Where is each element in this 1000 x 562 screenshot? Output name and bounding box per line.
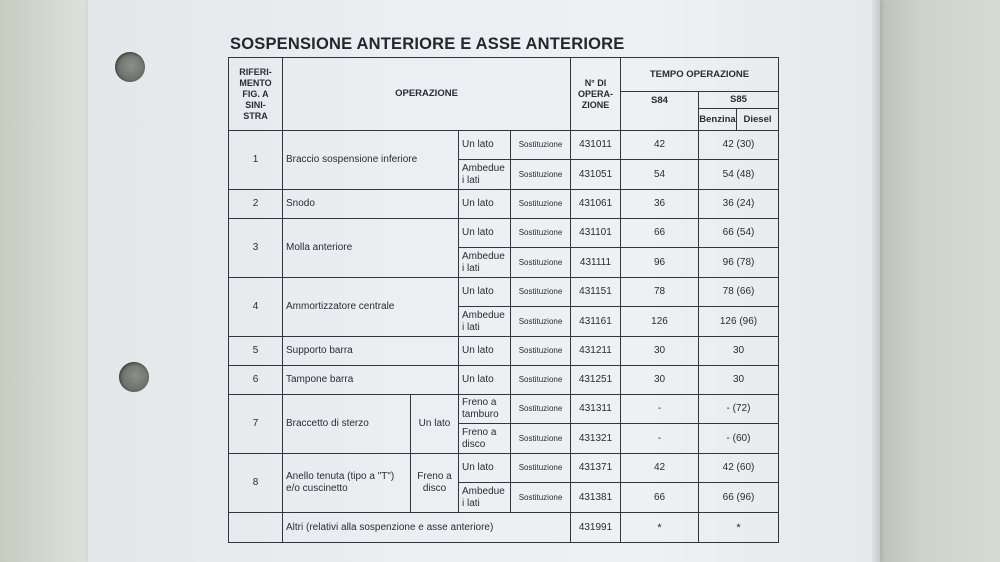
s84-cell: 78 [621, 278, 699, 307]
s84-cell: 66 [621, 483, 699, 513]
s84-cell: 30 [621, 337, 699, 366]
operation-name: Braccio sospensione inferiore [283, 131, 459, 190]
header-s85: S85 [699, 92, 779, 109]
side-cell: Un lato [459, 190, 511, 219]
header-benzina: Benzina [699, 109, 737, 131]
s85-cell: * [699, 513, 779, 543]
type-cell: Sostituzione [511, 248, 571, 278]
code-cell: 431151 [571, 278, 621, 307]
ref-cell: 2 [229, 190, 283, 219]
s84-cell: * [621, 513, 699, 543]
s85-cell: 42 (30) [699, 131, 779, 160]
code-cell: 431381 [571, 483, 621, 513]
code-cell: 431061 [571, 190, 621, 219]
operation-name: Anello tenuta (tipo a "T") e/o cuscinetto [283, 454, 411, 513]
code-cell: 431161 [571, 307, 621, 337]
s84-cell: 54 [621, 160, 699, 190]
ref-cell: 3 [229, 219, 283, 278]
s84-cell: 96 [621, 248, 699, 278]
side-cell: Ambedue i lati [459, 248, 511, 278]
s84-cell: 30 [621, 366, 699, 395]
s84-cell: - [621, 424, 699, 454]
type-cell: Sostituzione [511, 483, 571, 513]
type-cell: Sostituzione [511, 278, 571, 307]
s84-cell: 42 [621, 131, 699, 160]
s85-cell: 42 (60) [699, 454, 779, 483]
s84-cell: - [621, 395, 699, 424]
side-cell: Ambedue i lati [459, 307, 511, 337]
code-cell: 431371 [571, 454, 621, 483]
table-row [229, 366, 779, 395]
operation-name: Ammortizzatore centrale [283, 278, 459, 337]
type-cell: Sostituzione [511, 337, 571, 366]
type-cell: Sostituzione [511, 366, 571, 395]
desk-background-left [0, 0, 95, 562]
header-n-operazione: N° DI OPERA- ZIONE [571, 58, 621, 131]
operation-name: Tampone barra [283, 366, 459, 395]
s85-cell: 66 (54) [699, 219, 779, 248]
s85-cell: 66 (96) [699, 483, 779, 513]
side-cell: Un lato [459, 219, 511, 248]
table-row [229, 395, 779, 424]
s84-cell: 42 [621, 454, 699, 483]
side-cell: Un lato [411, 395, 459, 454]
type-cell: Sostituzione [511, 160, 571, 190]
operations-table [228, 57, 779, 543]
s85-cell: 30 [699, 337, 779, 366]
s85-cell: 36 (24) [699, 190, 779, 219]
type-cell: Sostituzione [511, 219, 571, 248]
table-row [229, 131, 779, 160]
type-cell: Sostituzione [511, 395, 571, 424]
operation-name: Molla anteriore [283, 219, 459, 278]
s84-cell: 66 [621, 219, 699, 248]
code-cell: 431211 [571, 337, 621, 366]
variant-cell: Freno a disco [411, 454, 459, 513]
s85-cell: 78 (66) [699, 278, 779, 307]
side-cell: Un lato [459, 131, 511, 160]
s84-cell: 36 [621, 190, 699, 219]
header-operazione: OPERAZIONE [283, 58, 571, 131]
s85-cell: 126 (96) [699, 307, 779, 337]
s85-cell: - (72) [699, 395, 779, 424]
code-cell: 431101 [571, 219, 621, 248]
header-s84: S84 [621, 92, 699, 131]
table-row [229, 278, 779, 307]
type-cell: Sostituzione [511, 190, 571, 219]
s85-cell: - (60) [699, 424, 779, 454]
type-cell: Sostituzione [511, 307, 571, 337]
ref-cell: 1 [229, 131, 283, 190]
header-row [229, 58, 779, 92]
s85-cell: 54 (48) [699, 160, 779, 190]
s85-cell: 96 (78) [699, 248, 779, 278]
side-cell: Ambedue i lati [459, 160, 511, 190]
s85-cell: 30 [699, 366, 779, 395]
variant-cell: Freno a tamburo [459, 395, 511, 424]
paper-edge [872, 0, 880, 562]
operation-name: Snodo [283, 190, 459, 219]
variant-cell: Freno a disco [459, 424, 511, 454]
ref-cell-empty [229, 513, 283, 543]
page-title: SOSPENSIONE ANTERIORE E ASSE ANTERIORE [230, 35, 625, 53]
ref-cell: 4 [229, 278, 283, 337]
desk-background-right [870, 0, 1000, 562]
side-cell: Un lato [459, 337, 511, 366]
table-row [229, 454, 779, 483]
code-cell: 431111 [571, 248, 621, 278]
operation-name: Supporto barra [283, 337, 459, 366]
operation-name: Altri (relativi alla sospenzione e asse anteriore) [283, 513, 571, 543]
table-row [229, 190, 779, 219]
type-cell: Sostituzione [511, 424, 571, 454]
code-cell: 431321 [571, 424, 621, 454]
ref-cell: 7 [229, 395, 283, 454]
ref-cell: 6 [229, 366, 283, 395]
side-cell: Un lato [459, 454, 511, 483]
code-cell: 431051 [571, 160, 621, 190]
type-cell: Sostituzione [511, 131, 571, 160]
code-cell: 431991 [571, 513, 621, 543]
header-diesel: Diesel [737, 109, 779, 131]
header-riferimento: RIFERI- MENTO FIG. A SINI- STRA [229, 58, 283, 131]
table-row [229, 337, 779, 366]
code-cell: 431251 [571, 366, 621, 395]
operation-name: Braccetto di sterzo [283, 395, 411, 454]
header-tempo-operazione: TEMPO OPERAZIONE [621, 58, 779, 92]
side-cell: Un lato [459, 366, 511, 395]
code-cell: 431311 [571, 395, 621, 424]
table-row [229, 219, 779, 248]
ref-cell: 8 [229, 454, 283, 513]
code-cell: 431011 [571, 131, 621, 160]
type-cell: Sostituzione [511, 454, 571, 483]
table-row-altri [229, 513, 779, 543]
side-cell: Un lato [459, 278, 511, 307]
binder-hole-bottom [119, 362, 149, 392]
s84-cell: 126 [621, 307, 699, 337]
ref-cell: 5 [229, 337, 283, 366]
side-cell: Ambedue i lati [459, 483, 511, 513]
binder-hole-top [115, 52, 145, 82]
